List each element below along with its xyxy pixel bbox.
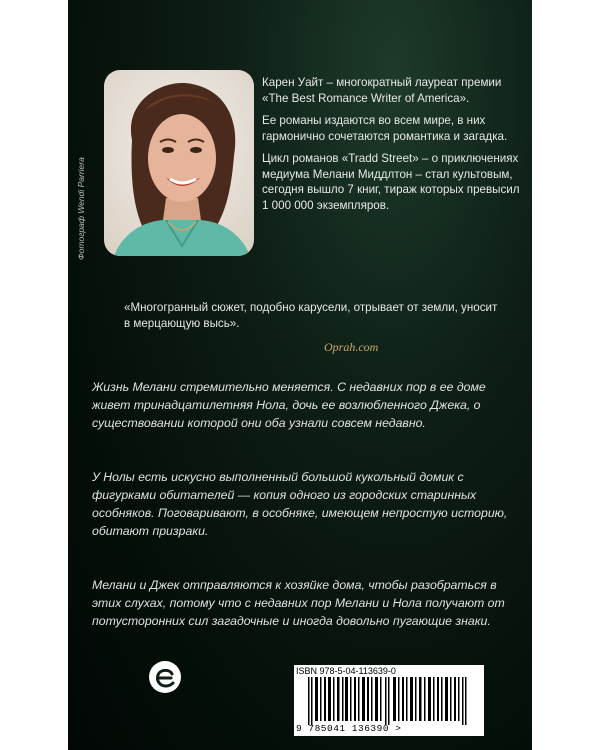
isbn-barcode-block (294, 665, 484, 736)
publisher-logo-icon (148, 660, 182, 694)
bio-paragraph: Ее романы издаются во всем мире, в них гармонично сочетаются романтика и загадка. (262, 114, 508, 143)
isbn-text: ISBN 978-5-04-113639-0 (296, 666, 396, 676)
barcode (298, 677, 480, 725)
barcode-number: 9 785041 136390 > (296, 723, 402, 734)
author-photo (104, 70, 254, 256)
blurb-paragraph: Мелани и Джек отправляются к хозяйке дома, чтобы разобраться в этих слухах, потому что с недавних пор Мелани и Нола получают от потусторонних сил загадочные и иногда довольно пугающие знаки. (92, 578, 505, 628)
bio-paragraph: Карен Уайт – многократный лауреат премии «The Best Romance Writer of America». (262, 76, 502, 105)
photo-credit: Фотограф Wendi Parriera (76, 157, 86, 260)
quote-source: Oprah.com (324, 340, 379, 354)
author-bio (262, 75, 522, 220)
review-quote: «Многогранный сюжет, подобно карусели, отрывает от земли, уносит в мерцающую высь». (124, 301, 498, 330)
blurb-paragraph: Жизнь Мелани стремительно меняется. С недавних пор в ее доме живет тринадцатилетняя Нола, дочь ее возлюбленного Джека, о существовании которой они оба узнали совсем недавно. (92, 380, 486, 430)
blurb-paragraph: У Нолы есть искусно выполненный большой кукольный домик с фигурками обитателей — копия одного из городских старинных особняков. Поговаривают, в особняке, имеющем непростую историю, обитают призраки. (92, 470, 508, 538)
book-back-cover (68, 0, 532, 750)
bio-paragraph: Цикл романов «Tradd Street» – о приключениях медиума Мелани Миддлтон – стал культовым, сегодня вышло 7 книг, тираж которых превысил 1 000 000 экземпляров. (262, 152, 520, 212)
